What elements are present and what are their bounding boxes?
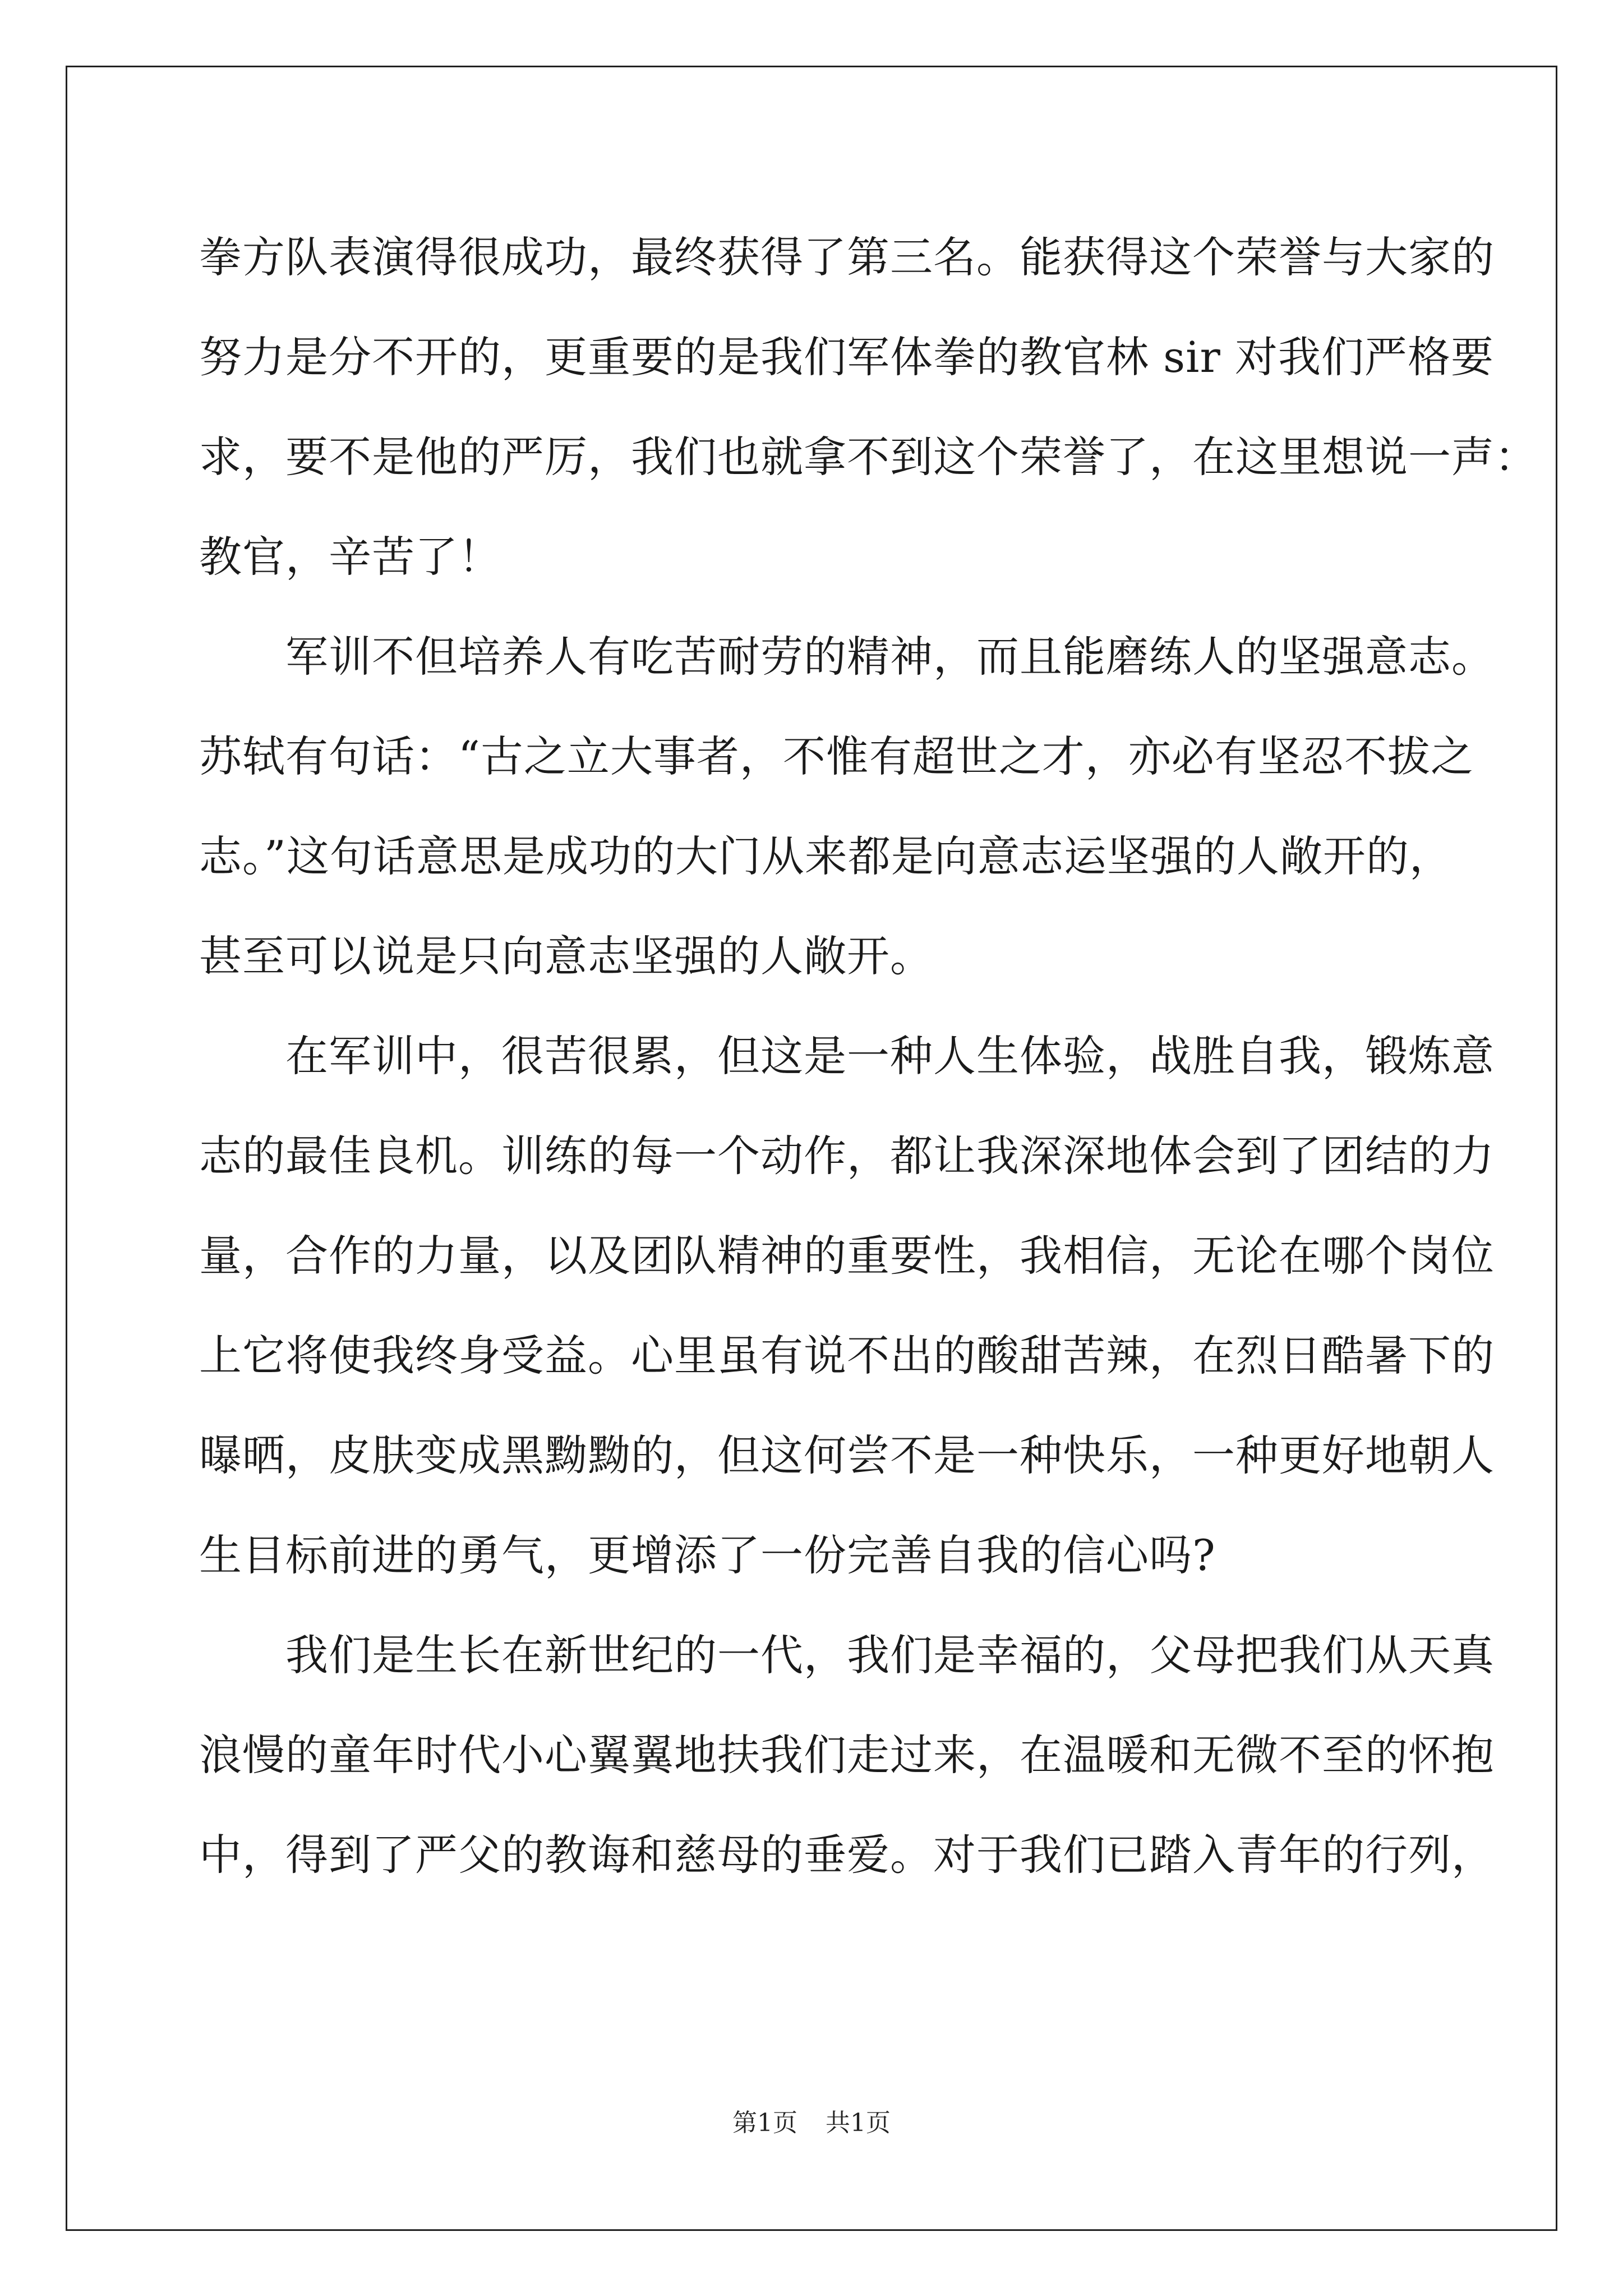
text-line: 军训不但培养人有吃苦耐劳的精神，而且能磨练人的坚强意志。 — [199, 632, 1495, 682]
text-line: 苏轼有句话：“古之立大事者，不惟有超世之才，亦必有坚忍不拔之 — [199, 731, 1474, 781]
text-line: 求，要不是他的严厉，我们也就拿不到这个荣誉了，在这里想说一声： — [199, 432, 1538, 482]
text-line: 上它将使我终身受益。心里虽有说不出的酸甜苦辣，在烈日酷暑下的 — [199, 1331, 1495, 1381]
text-line: 志。”这句话意思是成功的大门从来都是向意志运坚强的人敞开的， — [199, 831, 1453, 881]
document-body — [199, 208, 1538, 1905]
text-line: 生目标前进的勇气，更增添了一份完善自我的信心吗? — [199, 1530, 1216, 1580]
text-line: 教官，辛苦了！ — [199, 532, 501, 582]
text-line: 浪慢的童年时代小心翼翼地扶我们走过来，在温暖和无微不至的怀抱 — [199, 1730, 1495, 1780]
text-line: 我们是生长在新世纪的一代，我们是幸福的，父母把我们从天真 — [199, 1630, 1495, 1680]
text-line: 在军训中，很苦很累，但这是一种人生体验，战胜自我，锻炼意 — [199, 1031, 1495, 1081]
text-line: 曝晒，皮肤变成黑黝黝的，但这何尝不是一种快乐，一种更好地朝人 — [199, 1430, 1495, 1480]
text-line: 甚至可以说是只向意志坚强的人敞开。 — [199, 931, 933, 981]
page-footer — [0, 2106, 1623, 2140]
page-number-total: 共1页 — [826, 2109, 891, 2137]
text-line: 中，得到了严父的教诲和慈母的垂爱。对于我们已踏入青年的行列， — [199, 1830, 1495, 1880]
text-line: 志的最佳良机。训练的每一个动作，都让我深深地体会到了团结的力 — [199, 1131, 1495, 1181]
text-line: 拳方队表演得很成功，最终获得了第三名。能获得这个荣誉与大家的 — [199, 232, 1495, 282]
text-line: 量，合作的力量，以及团队精神的重要性，我相信，无论在哪个岗位 — [199, 1231, 1495, 1281]
page-number-current: 第1页 — [732, 2109, 797, 2137]
text-line: 努力是分不开的，更重要的是我们军体拳的教官林 sir 对我们严格要 — [199, 332, 1494, 382]
